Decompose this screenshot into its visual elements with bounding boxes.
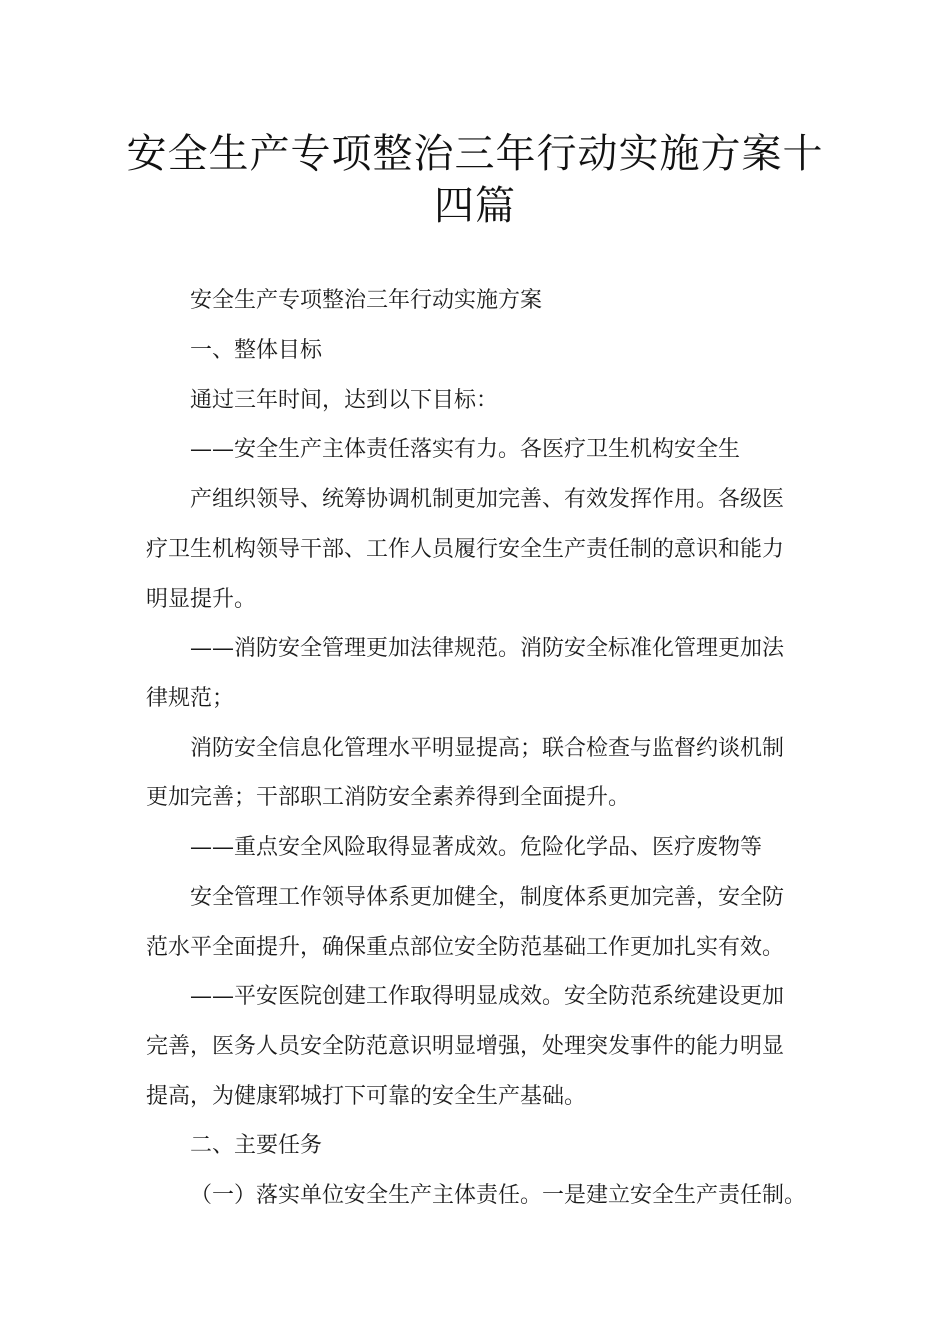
- paragraph-line: 明显提升。: [146, 587, 257, 612]
- paragraph-line: 疗卫生机构领导干部、工作人员履行安全生产责任制的意识和能力: [146, 537, 785, 562]
- paragraph-line: 消防安全信息化管理水平明显提高；联合检查与监督约谈机制: [190, 736, 785, 761]
- section-heading: 二、主要任务: [190, 1133, 323, 1158]
- paragraph-line: 通过三年时间，达到以下目标：: [190, 388, 499, 413]
- paragraph-line: ——重点安全风险取得显著成效。危险化学品、医疗废物等: [190, 835, 763, 860]
- paragraph-line: ——消防安全管理更加法律规范。消防安全标准化管理更加法: [190, 636, 785, 661]
- paragraph-line: 产组织领导、统筹协调机制更加完善、有效发挥作用。各级医: [190, 487, 785, 512]
- section-heading: 一、整体目标: [190, 338, 323, 363]
- paragraph-line: （一）落实单位安全生产主体责任。一是建立安全生产责任制。: [190, 1183, 807, 1208]
- paragraph-line: 律规范；: [146, 686, 235, 711]
- paragraph-line: 提高，为健康郓城打下可靠的安全生产基础。: [146, 1084, 587, 1109]
- paragraph-line: 范水平全面提升，确保重点部位安全防范基础工作更加扎实有效。: [146, 935, 785, 960]
- paragraph-line: 更加完善；干部职工消防安全素养得到全面提升。: [146, 785, 631, 810]
- paragraph-line: ——安全生产主体责任落实有力。各医疗卫生机构安全生: [190, 437, 741, 462]
- document-title-line-2: 四篇: [434, 183, 516, 229]
- paragraph-line: ——平安医院创建工作取得明显成效。安全防范系统建设更加: [190, 984, 785, 1009]
- paragraph-line: 安全生产专项整治三年行动实施方案: [190, 288, 543, 313]
- paragraph-line: 安全管理工作领导体系更加健全，制度体系更加完善，安全防: [190, 885, 785, 910]
- document-title-line-1: 安全生产专项整治三年行动实施方案十: [126, 131, 824, 177]
- paragraph-line: 完善，医务人员安全防范意识明显增强，处理突发事件的能力明显: [146, 1034, 785, 1059]
